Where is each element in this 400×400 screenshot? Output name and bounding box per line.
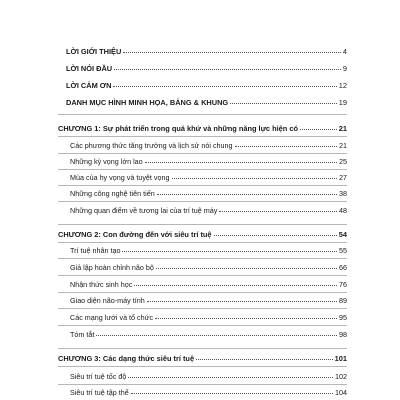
- toc-chapter-page: 101: [334, 354, 347, 363]
- dot-leader: [230, 103, 337, 104]
- row-divider: [58, 275, 347, 276]
- toc-entry-loi-cam-on[interactable]: [66, 81, 347, 90]
- dot-leader: [156, 268, 337, 269]
- dot-leader: [155, 318, 337, 319]
- toc-section[interactable]: [70, 189, 347, 198]
- dot-leader: [96, 335, 337, 336]
- toc-section[interactable]: [70, 157, 347, 166]
- toc-chapter-page: 21: [338, 124, 347, 133]
- toc-section-page: 102: [335, 372, 347, 381]
- dot-leader: [196, 359, 333, 360]
- section-divider: [58, 348, 347, 349]
- toc-section-label: Những công nghệ tiên tiến: [70, 189, 155, 198]
- row-divider: [58, 366, 347, 367]
- toc-section-page: 38: [339, 189, 347, 198]
- dot-leader: [128, 377, 333, 378]
- row-divider: [58, 169, 347, 170]
- toc-chapter-label: CHƯƠNG 3: Các dạng thức siêu trí tuệ: [58, 354, 195, 363]
- dot-leader: [157, 194, 337, 195]
- toc-section-page: 95: [339, 313, 347, 322]
- row-divider: [58, 384, 347, 385]
- toc-section[interactable]: [70, 206, 347, 215]
- row-divider: [58, 185, 347, 186]
- toc-entry-label: LỜI GIỚI THIỆU: [66, 47, 122, 56]
- toc-section-label: Giao diện não-máy tính: [70, 296, 145, 305]
- row-divider: [58, 242, 347, 243]
- toc-chapter-1[interactable]: [58, 124, 347, 133]
- dot-leader: [134, 285, 337, 286]
- section-divider: [58, 114, 347, 115]
- toc-entry-danh-muc-hinh[interactable]: [66, 98, 347, 107]
- toc-section[interactable]: [70, 388, 347, 397]
- row-divider: [58, 153, 347, 154]
- toc-section-page: 104: [335, 388, 347, 397]
- toc-section-label: Các phương thức tăng trưởng và lịch sử nói chung: [70, 141, 233, 150]
- toc-section-label: Siêu trí tuệ tốc độ: [70, 372, 127, 381]
- toc-section-page: 27: [339, 173, 347, 182]
- toc-section[interactable]: [70, 173, 347, 182]
- dot-leader: [147, 301, 337, 302]
- dot-leader: [214, 235, 337, 236]
- section-divider: [58, 224, 347, 225]
- row-divider: [58, 201, 347, 202]
- toc-section[interactable]: [70, 330, 347, 339]
- toc-section-page: 98: [339, 330, 347, 339]
- toc-section-page: 66: [339, 263, 347, 272]
- dot-leader: [123, 52, 341, 53]
- toc-chapter-2[interactable]: [58, 230, 347, 239]
- toc-section-label: Mùa của hy vọng và tuyệt vọng: [70, 173, 170, 182]
- toc-entry-label: LỜI CẢM ƠN: [66, 81, 112, 90]
- toc-section-page: 76: [339, 280, 347, 289]
- toc-section-page: 21: [339, 141, 347, 150]
- toc-entry-page: 9: [342, 64, 347, 73]
- toc-entry-page: 12: [338, 81, 347, 90]
- dot-leader: [122, 251, 337, 252]
- toc-section-label: Trí tuệ nhân tạo: [70, 246, 121, 255]
- toc-chapter-label: CHƯƠNG 2: Con đường đến với siêu trí tuệ: [58, 230, 212, 239]
- toc-section-label: Những quan điểm về tương lai của trí tuệ máy: [70, 206, 218, 215]
- toc-section-label: Giả lập hoàn chỉnh não bộ: [70, 263, 154, 272]
- toc-section-page: 89: [339, 296, 347, 305]
- row-divider: [58, 308, 347, 309]
- toc-section[interactable]: [70, 263, 347, 272]
- row-divider: [58, 136, 347, 137]
- dot-leader: [235, 146, 337, 147]
- toc-section-page: 55: [339, 246, 347, 255]
- toc-section[interactable]: [70, 313, 347, 322]
- toc-entry-page: 19: [338, 98, 347, 107]
- toc-section[interactable]: [70, 372, 347, 381]
- toc-chapter-page: 54: [338, 230, 347, 239]
- toc-section-label: Những kỳ vọng lớn lao: [70, 157, 143, 166]
- dot-leader: [131, 393, 333, 394]
- toc-entry-label: LỜI NÓI ĐẦU: [66, 64, 113, 73]
- toc-section-label: Tóm tắt: [70, 330, 95, 339]
- toc-chapter-3[interactable]: [58, 354, 347, 363]
- row-divider: [58, 258, 347, 259]
- toc-section[interactable]: [70, 141, 347, 150]
- toc-section[interactable]: [70, 296, 347, 305]
- toc-chapter-label: CHƯƠNG 1: Sự phát triển trong quá khứ và những năng lực hiện có: [58, 124, 298, 133]
- toc-entry-loi-gioi-thieu[interactable]: [66, 47, 347, 56]
- toc-section-label: Siêu trí tuệ tập thể: [70, 388, 129, 397]
- row-divider: [58, 292, 347, 293]
- dot-leader: [300, 129, 337, 130]
- toc-section-page: 25: [339, 157, 347, 166]
- toc-section-page: 48: [339, 206, 347, 215]
- toc-section-label: Nhận thức sinh học: [70, 280, 133, 289]
- dot-leader: [219, 211, 337, 212]
- toc-section-label: Các mạng lưới và tổ chức: [70, 313, 154, 322]
- row-divider: [58, 325, 347, 326]
- dot-leader: [114, 69, 341, 70]
- toc-entry-page: 4: [342, 47, 347, 56]
- dot-leader: [145, 162, 337, 163]
- toc-entry-loi-noi-dau[interactable]: [66, 64, 347, 73]
- dot-leader: [172, 178, 338, 179]
- dot-leader: [113, 86, 336, 87]
- toc-entry-label: DANH MỤC HÌNH MINH HỌA, BẢNG & KHUNG: [66, 98, 229, 107]
- toc-section[interactable]: [70, 280, 347, 289]
- toc-section[interactable]: [70, 246, 347, 255]
